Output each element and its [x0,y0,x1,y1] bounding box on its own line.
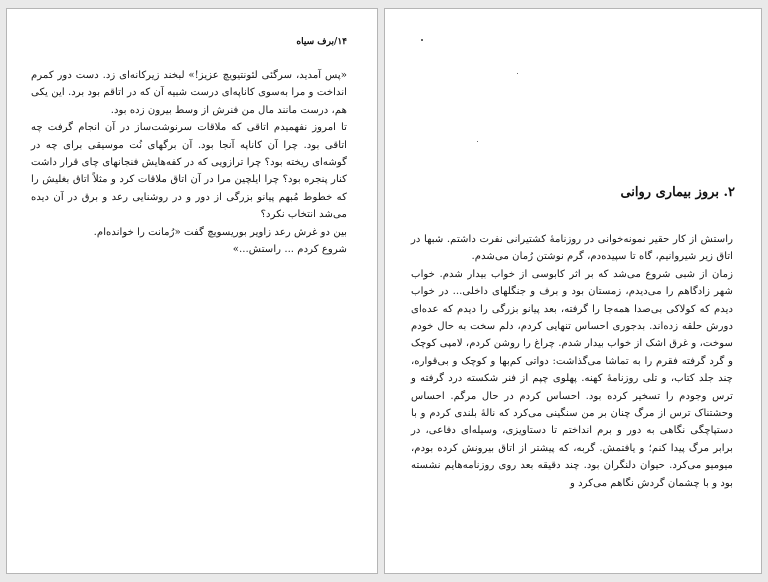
left-page-text [31,67,347,258]
paragraph: بین دو غرش رعد زاویر بوریسویچ گفت «رُمانت را خوانده‌ام. [93,226,347,238]
chapter-title: ۲. بروز بیماری روانی [620,185,735,200]
paragraph: شروع کردم ... راستش...» [232,244,347,256]
paragraph: راستش از کار حقیر نمونه‌خوانی در روزنامهٔ کشتیرانی نفرت داشتم. شبها در اتاق زیر شیروانیم، گاه تا سپیده‌دم، گرم نوشتن رُمان می‌شدم. [411,234,733,263]
left-page [6,8,378,574]
running-header: ۱۴/برف سیاه [296,37,347,47]
paragraph: تا امروز نفهمیدم اتاقی که ملاقات سرنوشت‌ساز در آن انجام گرفت چه اتاقی بود. چرا آن کاناپه آنجا بود. آن برگهای نُت موسیقی برای چه در گوشه‌ای ریخته بود؟ چرا ترازویی که در کفه‌هایش فنجانهای چای قرار داشت کنار پنجره بود؟ چرا ایلچین مرا در آن اتاق ملاقات کرد و مثلاً اتاق بغلیش را که خطوط مُبهم پیانو بزرگی از دور و در روشنایی رعد و برق در آن دیده می‌شد انتخاب نکرد؟ [31,122,347,221]
scan-speck [477,141,478,142]
scan-speck [421,39,423,41]
right-page [384,8,762,574]
paragraph: «پس آمدید، سرگئی لئونتیویچ عزیز!» لبخند زیرکانه‌ای زد. دست دور کمرم انداخت و مرا به‌سوی کاناپه‌ای درست شبیه آن که در اتاقم بود برد. این یکی هم، درست مانند مال من فنرش از وسط بیرون زده بود. [31,70,347,116]
scan-speck [517,73,518,74]
right-page-text [411,231,733,492]
paragraph: زمان از شبی شروع می‌شد که بر اثر کابوسی از خواب بیدار شدم. خواب شهر زادگاهم را می‌دیدم، زمستان بود و برف و جنگلهای داخلی... در خواب دیدم که کولاکی بی‌صدا همه‌جا را گرفته، بعد پیانو بزرگی را دیدم که عده‌ای دورش حلقه زده‌اند. بدجوری احساس تنهایی کردم، دلم سخت به حال خودم سوخت، و غرق اشک از خواب بیدار شدم. چراغ را روشن کردم، لامپی کوچک و گرد گرفته فقرم را به تماشا می‌گذاشت: دواتی کم‌بها و کوچک و بی‌قواره، چند جلد کتاب، و تلی روزنامهٔ کهنه. پهلوی چپم از فنر شکسته درد گرفته و ترس وجودم را تسخیر کرده بود. احساس کردم در حال مرگم. احساس وحشتناک ترس از مرگ چنان بر من سنگینی می‌کرد که نالهٔ بلندی کردم و با دستپاچگی نگاهی به دور و برم انداختم تا دستاویزی، وسیله‌ای دفاعی، در برابر مرگ پیدا کنم؛ و یافتمش. گربه، که پیشتر از اتاق بیرونش کرده بودم، میومیو می‌کرد. حیوان دلنگران بود. چند دقیقه بعد روی روزنامه‌هایم نشسته بود و با چشمان گردش نگاهم می‌کرد و [411,268,733,489]
